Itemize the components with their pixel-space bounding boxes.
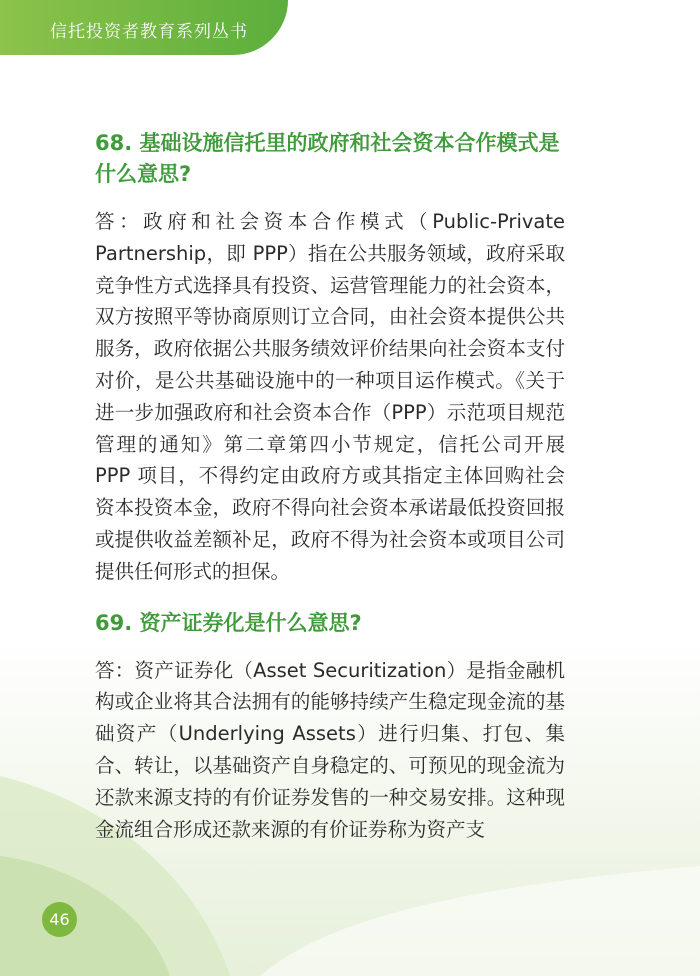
answer-paragraph-68: 答：政府和社会资本合作模式（Public-Private Partnership，即 PPP）指在公共服务领域，政府采取竞争性方式选择具有投资、运营管理能力的社会资本，双方按照平等协商原则订立合同，由社会资本提供公共服务，政府依据公共服务绩效评价结果向社会资本支付对价，是公共基础设施中的一种项目运作模式。《关于进一步加强政府和社会资本合作（PPP）示范项目规范管理的通知》第二章第四小节规定，信托公司开展 PPP 项目，不得约定由政府方或其指定主体回购社会资本投资本金，政府不得向社会资本承诺最低投资回报或提供收益差额补足，政府不得为社会资本或项目公司提供任何形式的担保。: [95, 210, 565, 583]
main-content: [95, 128, 565, 865]
page-number-badge: [42, 902, 77, 937]
header-tab: [0, 0, 288, 55]
answer-paragraph-69: 答：资产证券化（Asset Securitization）是指金融机构或企业将其合法拥有的能够持续产生稳定现金流的基础资产（Underlying Assets）进行归集、打包、集合、转让，以基础资产自身稳定的、可预见的现金流为还款来源支持的有价证券发售的一种交易安排。这种现金流组合形成还款来源的有价证券称为资产支: [95, 658, 565, 841]
question-heading-69: 69. 资产证券化是什么意思?: [95, 610, 362, 635]
question-heading-68: 68. 基础设施信托里的政府和社会资本合作模式是什么意思?: [95, 131, 560, 186]
series-title: 信托投资者教育系列丛书: [50, 22, 248, 42]
page-number: 46: [49, 910, 70, 929]
